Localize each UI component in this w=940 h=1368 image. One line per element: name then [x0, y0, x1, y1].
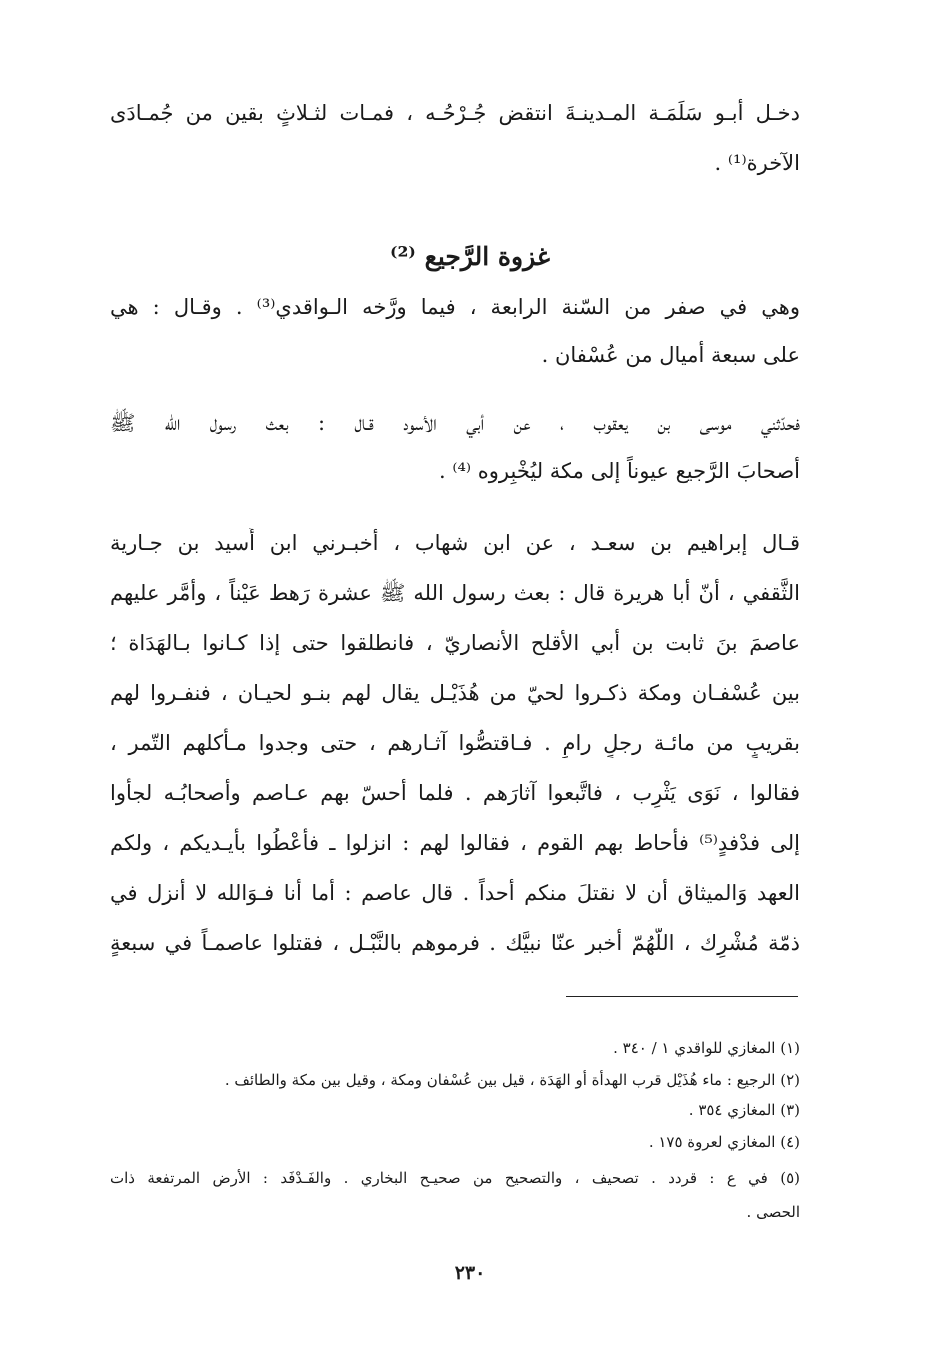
body-line: الثَّقفي ، أنّ أبا هريرة قال : بعث رسول الله ﷺ عشرة رَهط عَيْناً ، وأمَّر عليهم [110, 581, 800, 605]
footnote-5-continuation: الحصى . [746, 1203, 800, 1221]
body-line: العهد وَالميثاق أن لا نقتلَ منكم أحداً . قال عاصم : أما أنا فـوَالله لا أنزل في [110, 881, 800, 905]
body-line: دخـل أبـو سَلَمَـة المـدينـةَ انتقض جُـرْحُـه ، فمـات لثـلاثٍ بقين من جُمـادَى [110, 101, 800, 125]
footnote-5: (٥) في ع : قردد . تصحيف ، والتصحيح من صحيـح البخاري . والفَـدْفَد : الأرض المرتفعة ذات [110, 1169, 800, 1187]
body-line: قـال إبراهيم بن سعـد ، عن ابن شهاب ، أخبـرني ابن أَسيد بن جـارية [110, 531, 800, 555]
body-line: فقالوا ، نَوَى يَثْرِب ، فاتَّبعوا آثارَهم . فلما أحسّ بهم عـاصم وأصحابُـه لجأوا [110, 781, 800, 805]
body-line: وهي في صفر من السّنة الرابعة ، فيما ورَّخه الـواقدي⁽³⁾ . وقـال : هي [110, 295, 800, 319]
body-line: عاصمَ بنَ ثابت بن أبي الأقلح الأنصاريّ ، فانطلقوا حتى إذا كـانوا بـالهَدَاة ؛ [110, 631, 800, 655]
footnote-1: (١) المغازي للواقدي ١ / ٣٤٠ . [613, 1039, 800, 1057]
footnote-2: (٢) الرجيع : ماء هُذَيْل قرب الهدأة أو الهَدَة ، قيل بين عُسْفان ومكة ، وقيل بين مكة والطائف . [224, 1071, 800, 1089]
body-line: أصحابَ الرَّجيع عيوناً إلى مكة ليُخْبِروه ⁽⁴⁾ . [438, 459, 800, 483]
body-line: فحدّثني موسى بن يعقوب ، عن أبي الأسود قـال : بعث رسول الله ﷺ [110, 411, 800, 435]
footnote-4: (٤) المغازي لعروة ١٧٥ . [648, 1133, 800, 1151]
body-line: ذمّة مُشْرِك ، اللّهُمّ أخبر عنّا نبيَّك . فرموهم بالنَّبْـل ، فقتلوا عاصمـاً في سبعةٍ [110, 931, 800, 955]
footnote-3: (٣) المغازي ٣٥٤ . [688, 1101, 800, 1119]
body-line: بقريبٍ من مائـة رجلٍ رامٍ . فـاقتصُّوا آثـارهم ، حتى وجدوا مـأكلهم التّمر ، [110, 731, 800, 755]
section-heading: غزوة الرَّجيع ⁽²⁾ [390, 242, 550, 271]
page-number: ٢٣٠ [454, 1262, 486, 1284]
body-line: على سبعة أميال من عُسْفان . [541, 343, 800, 367]
body-line: بين عُسْفـان ومكة ذكـروا لحيّ من هُذَيْـل يقال لهم بنـو لحيـان ، فنفـروا لهم [110, 681, 800, 705]
body-line: الآخرة⁽¹⁾ . [714, 151, 800, 175]
body-line: إلى فدْفدٍ⁽⁵⁾ فأحاط بهم القوم ، فقالوا لهم : انزلوا ـ فأعْطُوا بأيـديكم ، ولكم [110, 831, 800, 855]
footnote-separator [566, 996, 798, 997]
